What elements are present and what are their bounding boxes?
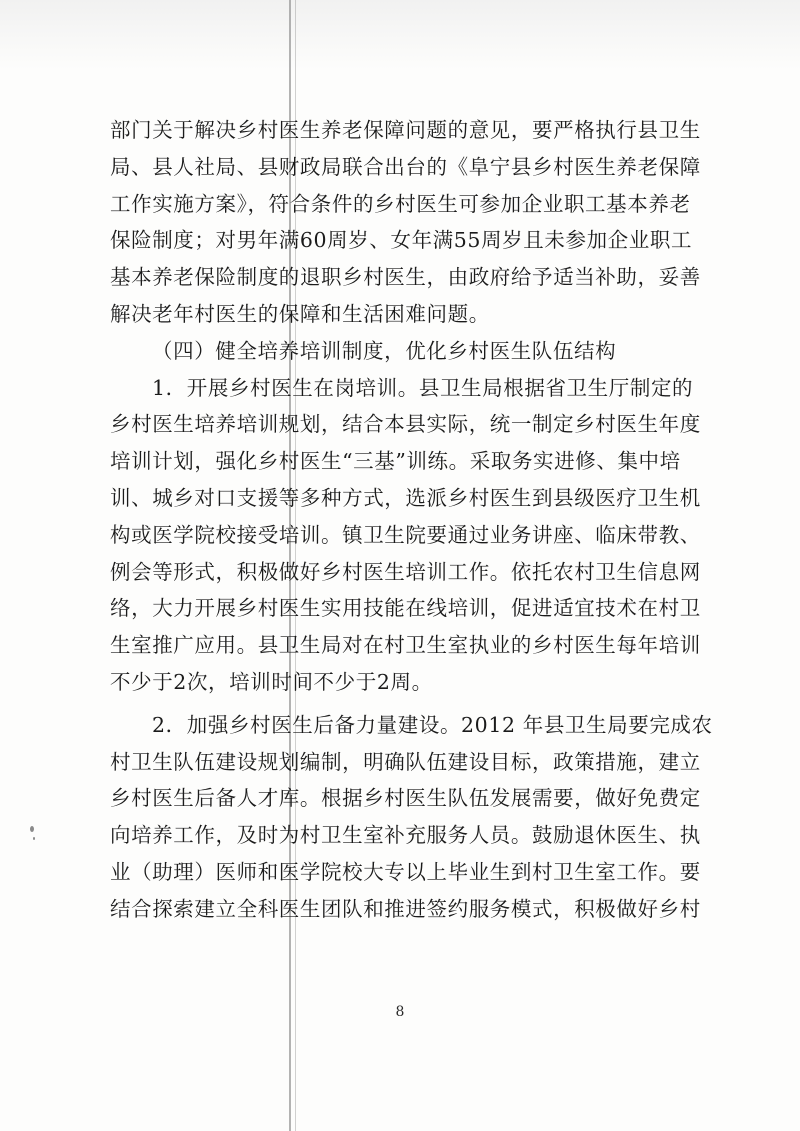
document-body bbox=[110, 112, 722, 928]
paragraph-start: 1．开展乡村医生在岗培训。县卫生局根据省卫生厅制定的 bbox=[152, 375, 694, 400]
text-line: 向培养工作，及时为村卫生室补充服务人员。鼓励退休医生、执 bbox=[110, 823, 701, 848]
section-heading: （四）健全培养培训制度，优化乡村医生队伍结构 bbox=[152, 338, 617, 363]
text-line: 村卫生队伍建设规划编制，明确队伍建设目标，政策措施，建立 bbox=[110, 749, 701, 774]
text-line: 部门关于解决乡村医生养老保障问题的意见，要严格执行县卫生 bbox=[110, 118, 701, 142]
scan-shadow bbox=[0, 0, 800, 70]
text-line: 解决老年村医生的保障和生活困难问题。 bbox=[110, 301, 490, 326]
text-line: 络，大力开展乡村医生实用技能在线培训，促进适宜技术在村卫 bbox=[110, 596, 701, 621]
text-line: 局、县人社局、县财政局联合出台的《阜宁县乡村医生养老保障 bbox=[110, 154, 701, 179]
paragraph-start: 2．加强乡村医生后备力量建设。2012 年县卫生局要完成农 bbox=[152, 712, 713, 737]
page-number: 8 bbox=[395, 1004, 405, 1020]
text-line: 构或医学院校接受培训。镇卫生院要通过业务讲座、临床带教、 bbox=[110, 522, 701, 547]
text-line: 结合探索建立全科医生团队和推进签约服务模式，积极做好乡村 bbox=[110, 896, 701, 921]
text-line: 例会等形式，积极做好乡村医生培训工作。依托农村卫生信息网 bbox=[110, 559, 701, 584]
text-line: 保险制度；对男年满60周岁、女年满55周岁且未参加企业职工 bbox=[110, 228, 693, 253]
text-line: 不少于2次，培训时间不少于2周。 bbox=[110, 669, 433, 694]
text-line: 培训计划，强化乡村医生“三基”训练。采取务实进修、集中培 bbox=[110, 449, 681, 474]
scan-speck bbox=[33, 837, 35, 840]
text-line: 业（助理）医师和医学院校大专以上毕业生到村卫生室工作。要 bbox=[110, 859, 701, 884]
text-line: 训、城乡对口支援等多种方式，选派乡村医生到县级医疗卫生机 bbox=[110, 485, 701, 510]
text-line: 乡村医生后备人才库。根据乡村医生队伍发展需要，做好免费定 bbox=[110, 786, 701, 811]
text-line: 生室推广应用。县卫生局对在村卫生室执业的乡村医生每年培训 bbox=[110, 633, 701, 658]
scan-speck bbox=[30, 826, 34, 832]
text-line: 乡村医生培养培训规划，结合本县实际，统一制定乡村医生年度 bbox=[110, 412, 701, 437]
text-line: 工作实施方案》，符合条件的乡村医生可参加企业职工基本养老 bbox=[110, 191, 691, 216]
text-line: 基本养老保险制度的退职乡村医生，由政府给予适当补助，妥善 bbox=[110, 265, 701, 290]
